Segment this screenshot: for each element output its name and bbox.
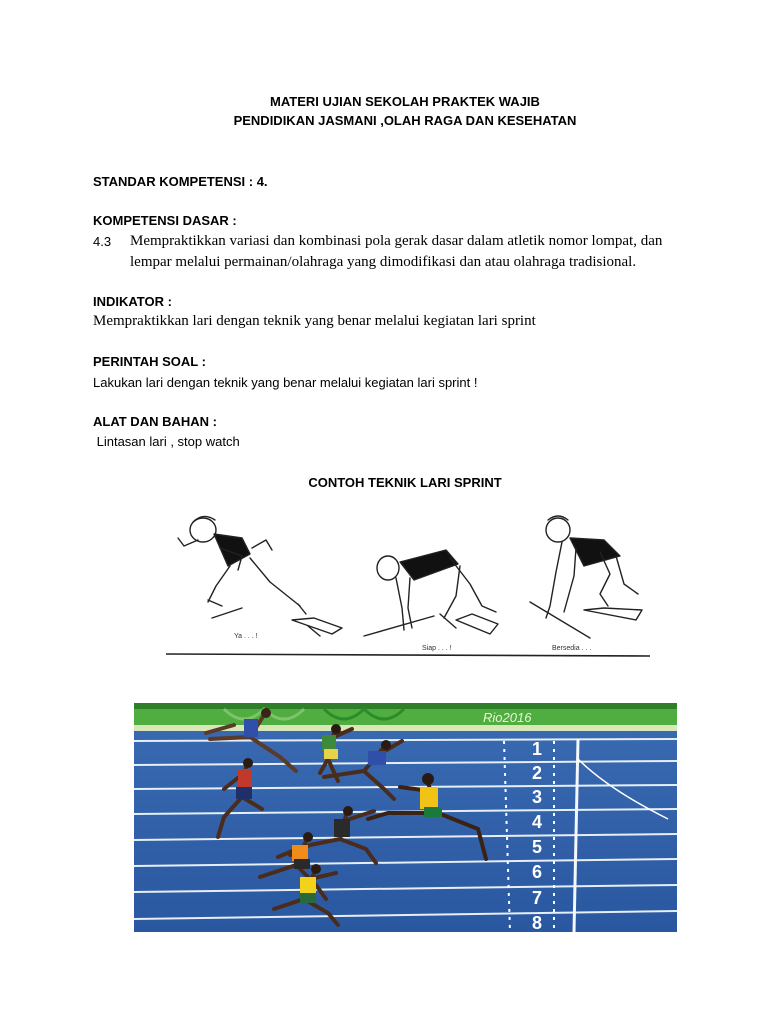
doc-title-line1: MATERI UJIAN SEKOLAH PRAKTEK WAJIB <box>270 94 540 109</box>
lane-number: 8 <box>532 913 543 932</box>
sketch-ground-line <box>166 654 650 656</box>
sprint-race-illustration <box>134 703 677 932</box>
indikator-text: Mempraktikkan lari dengan teknik yang benar melalui kegiatan lari sprint <box>93 313 536 329</box>
figure-title: CONTOH TEKNIK LARI SPRINT <box>308 475 502 490</box>
sketch-figure-siap <box>364 550 498 636</box>
lane-number: 7 <box>532 888 543 908</box>
kompetensi-dasar-line1: Mempraktikkan variasi dan kombinasi pola gerak dasar dalam atletik nomor lompat, dan <box>130 233 663 249</box>
sketch-label-siap: Siap . . . ! <box>422 645 452 652</box>
sketch-figure-ya <box>178 516 342 636</box>
doc-title-line2: PENDIDIKAN JASMANI ,OLAH RAGA DAN KESEHATAN <box>233 113 577 128</box>
alat-dan-bahan-heading: ALAT DAN BAHAN : <box>93 414 217 429</box>
banner-text: Rio2016 <box>483 710 532 725</box>
sprint-start-sketch <box>160 508 655 663</box>
kompetensi-dasar-heading: KOMPETENSI DASAR : <box>93 213 237 228</box>
lane-number: 6 <box>532 862 543 882</box>
kompetensi-dasar-line2: lempar melalui permainan/olahraga yang dimodifikasi dan atau olahraga tradisional. <box>130 254 637 270</box>
lane-number: 1 <box>532 739 543 759</box>
sketch-figure-bersedia <box>530 516 642 638</box>
lane-number: 5 <box>532 837 543 857</box>
perintah-soal-heading: PERINTAH SOAL : <box>93 354 206 369</box>
sprint-race-photo <box>134 703 677 932</box>
perintah-soal-text: Lakukan lari dengan teknik yang benar melalui kegiatan lari sprint ! <box>93 375 478 390</box>
alat-dan-bahan-text: Lintasan lari , stop watch <box>93 434 240 449</box>
kompetensi-dasar-number: 4.3 <box>93 234 112 249</box>
lane-number: 2 <box>532 763 543 783</box>
lane-number: 3 <box>532 787 543 807</box>
lane-number: 4 <box>532 812 543 832</box>
standar-kompetensi: STANDAR KOMPETENSI : 4. <box>93 174 268 189</box>
sketch-label-ya: Ya . . . ! <box>234 633 258 640</box>
indikator-heading: INDIKATOR : <box>93 294 172 309</box>
sketch-label-bersedia: Bersedia . . . <box>552 645 592 652</box>
